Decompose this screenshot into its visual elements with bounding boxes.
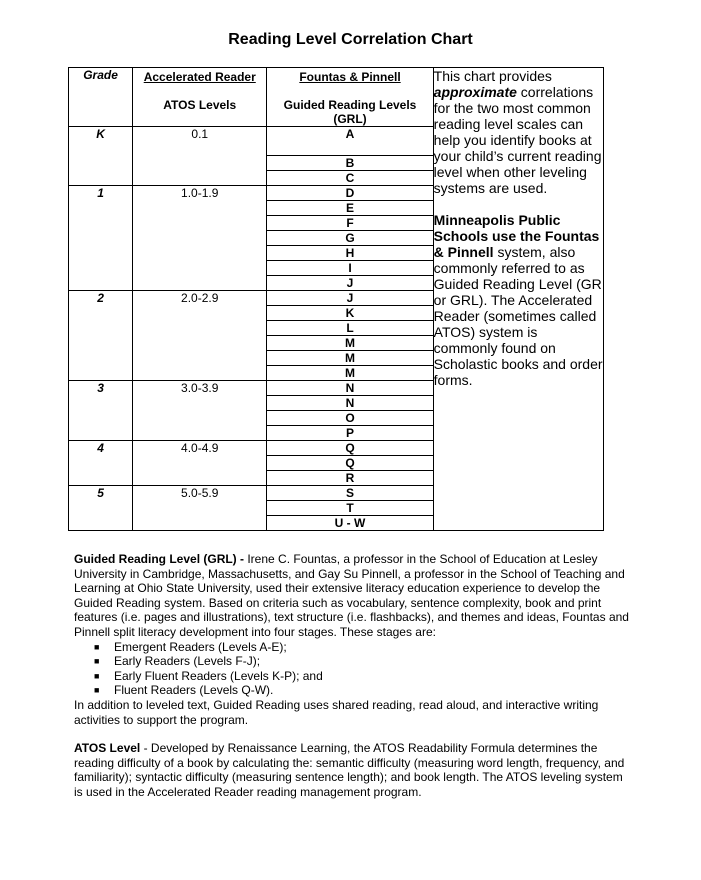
grl-level-cell: U - W: [267, 516, 433, 531]
grl-level-cell: M: [267, 336, 433, 351]
grl-level-cell: P: [267, 426, 433, 441]
grl-level-cell: A: [267, 127, 433, 156]
atos-header: [133, 68, 267, 127]
grl-level-cell: J: [267, 291, 433, 306]
atos-level-cell: 0.1: [133, 127, 267, 186]
grl-after-paragraph: In addition to leveled text, Guided Reading uses shared reading, read aloud, and interactive writing activities to support the program.: [74, 697, 599, 727]
grl-level-cell: O: [267, 411, 433, 426]
grl-level-cell: G: [267, 231, 433, 246]
bullet-icon: ■: [94, 641, 100, 652]
atos-text: - Developed by Renaissance Learning, the ATOS Readability Formula determines the reading difficulty of a book by calculating the: semantic difficulty (measuring word length, frequency, and familiarity); syntactic difficulty (measuring sentence length); and book length. The ATOS leveling system is used in the Accelerated Reader reading management program.: [74, 741, 625, 799]
grl-level-cell: N: [267, 396, 433, 411]
bullet-icon: ■: [94, 670, 100, 681]
list-item: [94, 654, 634, 669]
grl-level-cell: Q: [267, 456, 433, 471]
atos-level-cell: 4.0-4.9: [133, 441, 267, 486]
grl-level-cell: M: [267, 366, 433, 381]
bullet-icon: ■: [94, 656, 100, 667]
stage-list: [74, 640, 634, 698]
grl-level-cell: T: [267, 501, 433, 516]
atos-label: ATOS Level: [74, 741, 141, 756]
grl-header-line1: Fountas & Pinnell: [299, 70, 401, 84]
note-text: correlations for the two most common reading level scales can help you identify books at your child’s current reading level when other leveling systems are used.: [433, 84, 602, 196]
stage-text: Emergent Readers (Levels A-E);: [114, 639, 287, 654]
correlation-table: [68, 67, 604, 531]
grl-paragraph: [74, 552, 634, 640]
grl-level-cell: S: [267, 486, 433, 501]
grl-level-cell: D: [267, 186, 433, 201]
grl-level-cell: R: [267, 471, 433, 486]
note-bold: Minneapolis Public Schools use the Fountas & Pinnell: [433, 212, 600, 260]
grl-level-cell: Q: [267, 441, 433, 456]
stage-text: Early Fluent Readers (Levels K-P); and: [114, 668, 323, 683]
atos-level-cell: 3.0-3.9: [133, 381, 267, 441]
grade-header: Grade: [69, 68, 133, 127]
grl-level-cell: B: [267, 156, 433, 171]
grl-level-cell: L: [267, 321, 433, 336]
note-text: system, also commonly referred to as Guided Reading Level (GR or GRL). The Accelerated Reader (sometimes called ATOS) system is commonly found on Scholastic books and order forms.: [433, 244, 603, 388]
chart-note: [433, 68, 603, 531]
stage-text: Early Readers (Levels F-J);: [114, 654, 261, 669]
grl-header: [267, 68, 433, 127]
grl-header-line2: Guided Reading Levels (GRL): [283, 98, 417, 126]
list-item: [94, 639, 634, 655]
grade-cell: 2: [69, 291, 133, 381]
grade-cell: 4: [69, 441, 133, 486]
list-item: [94, 668, 634, 684]
atos-level-cell: 2.0-2.9: [133, 291, 267, 381]
grl-level-cell: I: [267, 261, 433, 276]
bullet-icon: ■: [94, 685, 100, 696]
grl-text: Irene C. Fountas, a professor in the School of Education at Lesley University in Cambridge, Massachusetts, and Gay Su Pinnell, a professor in the School of Teaching and Learning at Ohio State University, used their extensive literacy education experience to develop the Guided Reading system. Based on criteria such as vocabulary, sentence complexity, book and print features (i.e. pages and illustrations), text structure (i.e. flashbacks), and themes and ideas, Fountas and Pinnell split literacy development into four stages. These stages are:: [74, 552, 629, 639]
atos-paragraph: [74, 741, 634, 799]
note-paragraph-1: [434, 68, 603, 196]
list-item: [94, 683, 634, 698]
grl-level-cell: M: [267, 351, 433, 366]
grl-level-cell: H: [267, 246, 433, 261]
grl-level-cell: J: [267, 276, 433, 291]
grl-level-cell: C: [267, 171, 433, 186]
atos-level-cell: 5.0-5.9: [133, 486, 267, 531]
note-paragraph-2: [434, 212, 603, 388]
grade-cell: 1: [69, 186, 133, 291]
page-title: Reading Level Correlation Chart: [228, 31, 473, 48]
grade-cell: 3: [69, 381, 133, 441]
grl-label: Guided Reading Level (GRL) -: [74, 552, 245, 566]
atos-header-line2: ATOS Levels: [163, 98, 237, 112]
grade-cell: K: [69, 127, 133, 186]
grl-level-cell: N: [267, 381, 433, 396]
note-text: This chart provides: [433, 68, 552, 84]
grade-cell: 5: [69, 486, 133, 531]
atos-level-cell: 1.0-1.9: [133, 186, 267, 291]
grl-level-cell: K: [267, 306, 433, 321]
description: [74, 552, 634, 800]
grl-level-cell: F: [267, 216, 433, 231]
grl-level-cell: E: [267, 201, 433, 216]
note-emphasis: approximate: [433, 84, 517, 100]
stage-text: Fluent Readers (Levels Q-W).: [114, 683, 274, 698]
atos-header-line1: Accelerated Reader: [143, 70, 256, 84]
